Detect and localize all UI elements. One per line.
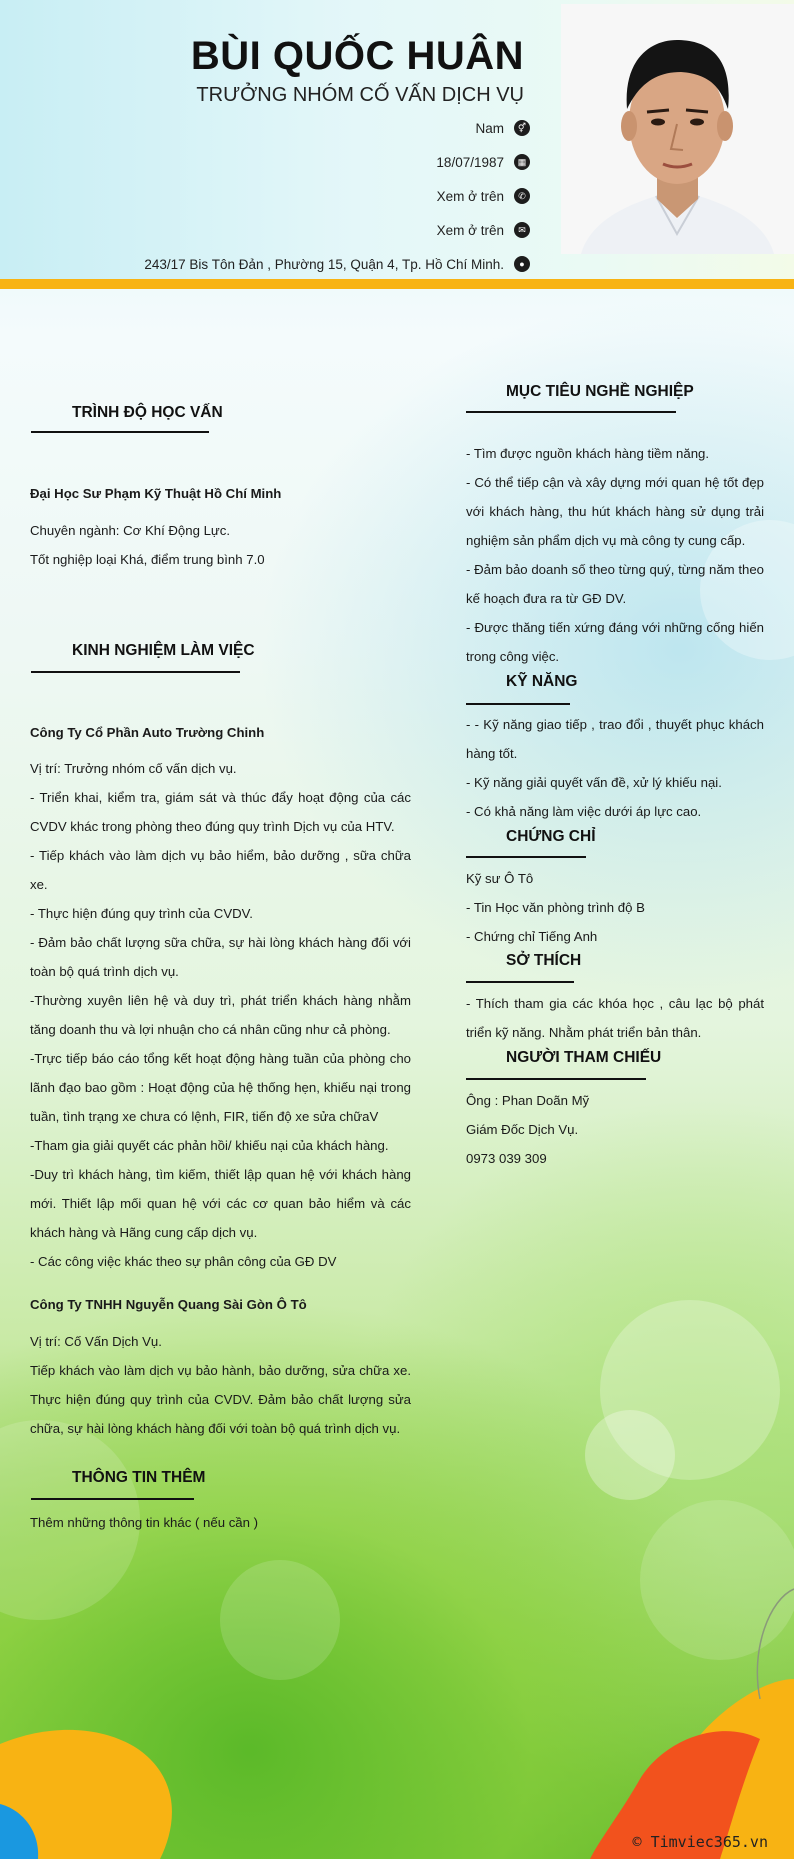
job-line: -Trực tiếp báo cáo tổng kết hoạt động hàng tuần của phòng cho lãnh đạo bao gồm : Hoạt động của hệ thống hẹn, khiếu nại trong tuần, tình trạng xe chưa có lệnh, FIR, tiến độ xe sửa chữaV	[30, 1051, 411, 1124]
hobbies-title: SỞ THÍCH	[506, 952, 582, 969]
hobby-line: - Thích tham gia các khóa học , câu lạc bộ phát triển kỹ năng. Nhằm phát triển bản thân.	[466, 996, 764, 1040]
profile-photo	[561, 4, 794, 254]
info-email	[437, 218, 530, 242]
hobbies-underline	[466, 981, 574, 983]
experience-underline	[31, 671, 240, 673]
header	[0, 0, 794, 279]
info-gender	[475, 116, 530, 140]
reference-title: NGƯỜI THAM CHIẾU	[506, 1049, 662, 1066]
objective-line: - Tìm được nguồn khách hàng tiềm năng.	[466, 446, 710, 461]
info-address	[144, 252, 530, 276]
header-accent-bar	[0, 279, 794, 289]
job-line: Tiếp khách vào làm dịch vụ bảo hành, bảo dưỡng, sửa chữa xe. Thực hiện đúng quy trình của CVDV. Đảm bảo chất lượng sửa chữa, sự hài lòng khách hàng đối với toàn bộ quá trình dịch vụ.	[30, 1363, 411, 1436]
info-text: Xem ở trên	[436, 188, 504, 204]
calendar-icon: ▦	[514, 154, 530, 170]
reference-line: 0973 039 309	[466, 1151, 547, 1166]
certificate-line: Kỹ sư Ô Tô	[466, 871, 534, 886]
objective-line: - Có thể tiếp cận và xây dựng mới quan hệ tốt đẹp với khách hàng, thu hút khách hàng sử dụng trải nghiệm sản phẩm dịch vụ mà công ty cung cấp.	[466, 475, 764, 548]
skills-line: - Có khả năng làm việc dưới áp lực cao.	[466, 804, 702, 819]
certificate-line: - Chứng chỉ Tiếng Anh	[466, 929, 598, 944]
hobbies-body	[466, 989, 764, 1047]
job-line: Vị trí: Cố Vấn Dịch Vụ.	[30, 1334, 162, 1349]
job-line: - Các công việc khác theo sự phân công của GĐ DV	[30, 1254, 337, 1269]
info-text: Nam	[475, 120, 504, 136]
certificate-line: - Tin Học văn phòng trình độ B	[466, 900, 645, 915]
footer-brand: © Timviec365.vn	[632, 1833, 768, 1851]
job-company: Công Ty TNHH Nguyễn Quang Sài Gòn Ô Tô	[30, 1297, 307, 1312]
certificates-underline	[466, 856, 586, 858]
location-icon: ●	[514, 256, 530, 272]
certificates-body	[466, 864, 764, 951]
skills-title: KỸ NĂNG	[506, 673, 578, 690]
job-title: TRƯỞNG NHÓM CỐ VẤN DỊCH VỤ	[196, 84, 524, 106]
extra-text: Thêm những thông tin khác ( nếu cần )	[30, 1515, 259, 1530]
job-line: -Tham gia giải quyết các phản hồi/ khiếu nại của khách hàng.	[30, 1138, 389, 1153]
job-line: -Duy trì khách hàng, tìm kiếm, thiết lập quan hệ với khách hàng mới. Thiết lập mối quan hệ với các cơ quan bảo hiểm và các khách hàng và Hãng cung cấp dịch vụ.	[30, 1167, 411, 1240]
info-text: 243/17 Bis Tôn Đản , Phường 15, Quận 4, Tp. Hồ Chí Minh.	[144, 256, 504, 272]
objective-underline	[466, 411, 676, 413]
job-line: - Thực hiện đúng quy trình của CVDV.	[30, 906, 253, 921]
gender-icon: ⚥	[514, 120, 530, 136]
job-description	[30, 754, 411, 1276]
objective-line: - Được thăng tiến xứng đáng với những cống hiến trong công việc.	[466, 620, 764, 664]
job-company: Công Ty Cổ Phần Auto Trường Chinh	[30, 725, 265, 740]
skills-body	[466, 710, 764, 826]
objective-title: MỤC TIÊU NGHỀ NGHIỆP	[506, 383, 694, 400]
info-text: Xem ở trên	[436, 222, 504, 238]
reference-body	[466, 1086, 764, 1173]
job-line: - Triển khai, kiểm tra, giám sát và thúc đẩy hoạt động của các CVDV khác trong phòng theo đúng quy trình Dịch vụ của HTV.	[30, 790, 411, 834]
education-title: TRÌNH ĐỘ HỌC VẤN	[72, 404, 223, 421]
reference-line: Ông : Phan Doãn Mỹ	[466, 1093, 590, 1108]
job-description	[30, 1327, 411, 1443]
job-line: - Tiếp khách vào làm dịch vụ bảo hiểm, bảo dưỡng , sữa chữa xe.	[30, 848, 411, 892]
experience-title: KINH NGHIỆM LÀM VIỆC	[72, 642, 255, 659]
objective-body	[466, 439, 764, 671]
skills-line: - - Kỹ năng giao tiếp , trao đổi , thuyết phục khách hàng tốt.	[466, 717, 764, 761]
education-line: Chuyên ngành: Cơ Khí Động Lực.	[30, 523, 231, 538]
phone-icon: ✆	[514, 188, 530, 204]
certificates-title: CHỨNG CHỈ	[506, 828, 596, 845]
info-birthday	[436, 150, 530, 174]
extra-underline	[31, 1498, 194, 1500]
skills-line: - Kỹ năng giải quyết vấn đề, xử lý khiếu nại.	[466, 775, 722, 790]
job-line: -Thường xuyên liên hệ và duy trì, phát triển khách hàng nhằm tăng doanh thu và lợi nhuận cho cá nhân cũng như cả phòng.	[30, 993, 411, 1037]
job-line: - Đảm bảo chất lượng sữa chữa, sự hài lòng khách hàng đối với toàn bộ quá trình dịch vụ.	[30, 935, 411, 979]
reference-line: Giám Đốc Dịch Vụ.	[466, 1122, 579, 1137]
education-details	[30, 516, 410, 574]
candidate-name: BÙI QUỐC HUÂN	[190, 34, 524, 78]
education-school: Đại Học Sư Phạm Kỹ Thuật Hồ Chí Minh	[30, 486, 282, 501]
education-underline	[31, 431, 209, 433]
education-line: Tốt nghiệp loại Khá, điểm trung bình 7.0	[30, 552, 265, 567]
objective-line: - Đảm bảo doanh số theo từng quý, từng năm theo kế hoạch đưa ra từ GĐ DV.	[466, 562, 764, 606]
page-edge	[794, 0, 800, 1859]
info-phone	[437, 184, 530, 208]
skills-underline	[466, 703, 570, 705]
email-icon: ✉	[514, 222, 530, 238]
info-text: 18/07/1987	[436, 154, 504, 170]
reference-underline	[466, 1078, 646, 1080]
job-line: Vị trí: Trưởng nhóm cố vấn dịch vụ.	[30, 761, 237, 776]
extra-title: THÔNG TIN THÊM	[72, 1469, 206, 1486]
